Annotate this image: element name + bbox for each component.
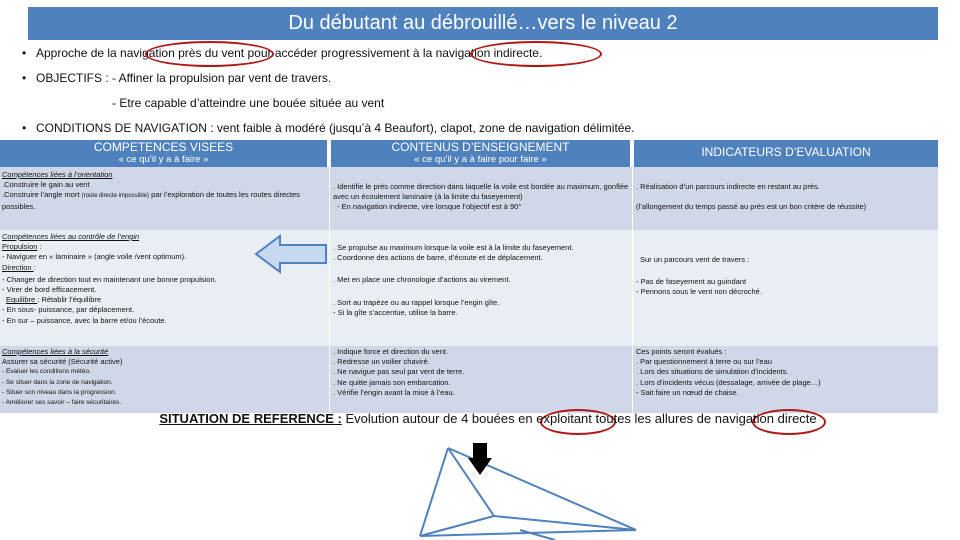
securite-indicateur-4: . Lors d’incidents vécus (dessalage, arrivée de plage…) <box>636 377 821 387</box>
cell-securite-competences <box>0 346 328 413</box>
orientation-line-2a: .Construire l’angle mort <box>2 190 80 200</box>
course-leg <box>494 516 636 530</box>
bullet-approach <box>22 46 542 60</box>
controle-line-5: - En sur – puissance, avec la barre et/ou l’écoute. <box>2 315 167 325</box>
orientation-contenu-2: - En navigation indirecte, vire lorsque l’objectif est à 90° <box>337 202 522 212</box>
bullet-dot: • <box>22 121 27 135</box>
securite-line-1: Assurer sa sécurité (Sécurité active) <box>2 357 123 367</box>
orientation-title: Compétences liées à l’orientation <box>2 170 113 179</box>
controle-indicateur-b: - Pas de faseyement au guindant <box>636 277 747 287</box>
course-leg <box>420 448 448 536</box>
securite-contenu-5: . Vérifie l’engin avant la mise à l’eau. <box>333 387 455 397</box>
controle-line-3: - Virer de bord efficacement. <box>2 285 97 295</box>
objectif-line-2: - Etre capable d’atteindre une bouée située au vent <box>112 96 385 110</box>
controle-contenu-e: - Si la gîte s’accentue, utilise la barre. <box>333 307 458 317</box>
controle-line-2: - Changer de direction tout en maintenant une bonne propulsion. <box>2 274 217 284</box>
column-divider <box>329 167 330 413</box>
header-contenus <box>331 140 630 167</box>
situation-reference-label: SITUATION DE REFERENCE : <box>159 411 342 426</box>
equilibre-suffix: : Rétablir l’équilibre <box>37 295 102 305</box>
header-indicateurs <box>634 140 938 167</box>
cell-orientation-contenus <box>331 181 631 229</box>
cell-controle-indicateurs <box>634 242 938 346</box>
wind-arrow-icon <box>468 443 492 475</box>
bullet-objectifs-text: OBJECTIFS : - Affiner la propulsion par vent de travers. <box>36 71 332 85</box>
situation-reference <box>118 411 858 426</box>
bullet-dot: • <box>22 46 27 60</box>
securite-contenu-3: . Ne navigue pas seul par vent de terre. <box>333 367 465 377</box>
header-contenus-title: CONTENUS D’ENSEIGNEMENT <box>391 140 570 154</box>
securite-contenu-1: . Indique force et direction du vent. <box>333 347 449 356</box>
highlight-ellipse-navigation <box>145 41 274 67</box>
cell-orientation-indicateurs <box>634 181 938 229</box>
orientation-contenu-1: . Identifie le près comme direction dans laquelle la voile est bordée au maximum, gonflée avec un écoulement laminaire (à la limite du faseyement) <box>333 182 629 202</box>
securite-indicateur-3: . Lors des situations de simulation d’incidents. <box>636 367 789 377</box>
securite-line-2: - Evaluer les conditions météo. <box>2 368 91 376</box>
controle-line-1: - Naviguer en « laminaire » (angle voile /vent optimum). <box>2 252 187 262</box>
securite-title: Compétences liées à la sécurité <box>2 347 109 356</box>
highlight-ellipse-indirecte <box>470 41 602 67</box>
header-competences <box>0 140 327 167</box>
course-diagram <box>400 440 640 540</box>
direction-suffix: : <box>33 262 36 272</box>
securite-line-3: - Se situer dans la zone de navigation. <box>2 378 113 386</box>
securite-line-5: - Améliorer ses savoir – faire sécuritaires. <box>2 399 122 407</box>
equilibre-label: Equilibre <box>6 295 38 305</box>
direction-label: Direction <box>2 262 34 272</box>
orientation-line-2b: (route directe impossible) <box>81 193 149 200</box>
cell-orientation-competences <box>0 169 328 229</box>
securite-contenu-2: . Redresse un voilier chaviré. <box>333 357 430 367</box>
propulsion-suffix: : <box>37 242 42 252</box>
securite-indicateur-1: Ces points seront évalués : <box>636 347 727 356</box>
securite-indicateur-2: . Par questionnement à terre ou sur l’eau <box>636 357 772 367</box>
left-arrow-icon <box>254 233 330 275</box>
bullet-objectifs <box>22 71 331 85</box>
controle-indicateur-a: Sur un parcours vent de travers : <box>640 255 750 264</box>
securite-line-4: - Situer son niveau dans la progression. <box>2 388 117 396</box>
page-title: Du débutant au débrouillé…vers le niveau 2 <box>28 7 938 40</box>
controle-line-4: - En sous- puissance, par déplacement. <box>2 305 135 315</box>
situation-reference-text: Evolution autour de 4 bouées en exploitant toutes les allures de navigation directe <box>341 411 817 426</box>
cell-securite-indicateurs <box>634 346 938 413</box>
controle-title: Compétences liées au contrôle de l’engin <box>2 232 140 241</box>
bullet-dot: • <box>22 71 27 85</box>
header-indicateurs-title: INDICATEURS D’EVALUATION <box>701 145 871 159</box>
cell-controle-contenus <box>331 242 631 346</box>
orientation-line-2c: par l’exploration de toutes les routes directes possibles. <box>2 190 300 211</box>
header-competences-title: COMPETENCES VISEES <box>93 140 234 154</box>
orientation-indicateur-2: (l’allongement du temps passé au près est un bon critère de réussite) <box>636 202 867 212</box>
controle-contenu-c: . Met en place une chronologie d’actions au virement. <box>333 275 511 285</box>
controle-contenu-b: . Coordonne des actions de barre, d’écoute et de déplacement. <box>333 253 543 263</box>
cell-securite-contenus <box>331 346 631 413</box>
controle-contenu-a: . Se propulse au maximum lorsque la voile est à la limite du faseyement. <box>333 243 574 252</box>
bullet-conditions <box>22 121 635 135</box>
controle-contenu-d: . Sort au trapèze ou au rappel lorsque l’engin gîte. <box>333 297 500 307</box>
bullet-approach-text: Approche de la navigation près du vent pour accéder progressivement à la navigation indirecte. <box>36 46 543 60</box>
header-competences-sub: « ce qu’il y a à faire » <box>118 154 209 165</box>
propulsion-label: Propulsion <box>2 242 38 252</box>
securite-contenu-4: . Ne quitte jamais son embarcation. <box>333 377 451 387</box>
header-contenus-sub: « ce qu’il y a à faire pour faire » <box>414 154 547 165</box>
orientation-line-1: .Construire le gain au vent <box>2 180 90 190</box>
column-divider <box>632 167 633 413</box>
course-leg <box>420 516 494 536</box>
orientation-line-2 <box>2 190 326 211</box>
controle-indicateur-c: - Pennons sous le vent non décroché. <box>636 287 762 297</box>
orientation-indicateur-1: . Réalisation d’un parcours indirecte en restant au près. <box>636 182 820 191</box>
bullet-conditions-text: CONDITIONS DE NAVIGATION : vent faible à modéré (jusqu’à 4 Beaufort), clapot, zone de navigation délimitée. <box>36 121 635 135</box>
securite-indicateur-5: - Sait faire un nœud de chaise. <box>636 387 739 397</box>
